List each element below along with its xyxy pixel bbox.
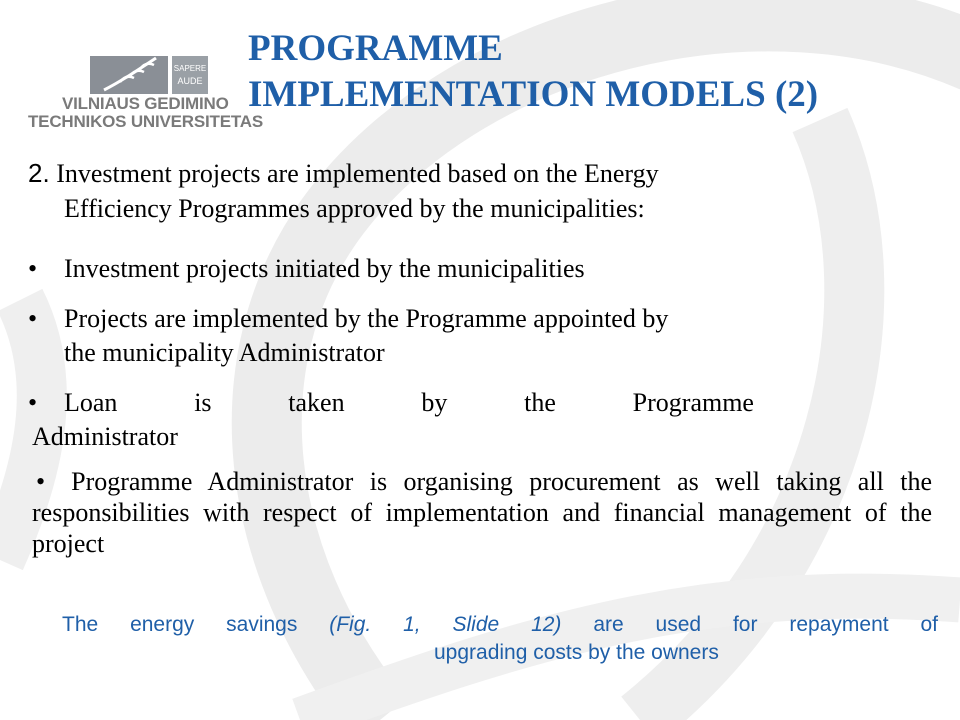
footnote-word: for xyxy=(732,613,758,636)
footnote-word: used xyxy=(655,613,702,636)
logo-motto-line2: AUDE xyxy=(177,76,203,86)
intro-line1: Investment projects are implemented based on the Energy xyxy=(56,159,659,188)
intro-line2: Efficiency Programmes approved by the municipalities: xyxy=(64,194,645,223)
footnote-word: repayment xyxy=(789,613,889,636)
footnote-word: of xyxy=(920,613,938,636)
footnote-line1 xyxy=(62,611,938,639)
bullet-item xyxy=(28,386,928,454)
bullet-text-line1 xyxy=(28,386,754,420)
footnote xyxy=(62,611,938,667)
bullet-text-line2: the municipality Administrator xyxy=(64,338,385,367)
bullet-text-line1: Projects are implemented by the Programme appointed by xyxy=(64,304,669,333)
logo-university-line2: TECHNIKOS UNIVERSITETAS xyxy=(28,112,263,131)
bullet-dot: • xyxy=(36,467,46,496)
bullet-word: by xyxy=(421,388,448,417)
slide-title-line2: IMPLEMENTATION MODELS (2) xyxy=(248,74,819,115)
bullet-word: taken xyxy=(288,388,345,417)
footnote-word: energy xyxy=(130,613,195,636)
bullet-word: is xyxy=(194,388,212,417)
bullet-dot: • xyxy=(28,388,38,417)
bullet-text-line2: Administrator xyxy=(32,422,178,451)
footnote-word: Slide xyxy=(452,613,500,636)
bullet-item xyxy=(28,252,908,286)
footnote-word: savings xyxy=(226,613,298,636)
bullet-text: Programme Administrator is organising procurement as well taking all the responsibilities with respect of implementation and financial management of the project xyxy=(32,467,932,558)
footnote-word: The xyxy=(62,613,99,636)
university-logo xyxy=(28,52,273,137)
intro-number: 2. xyxy=(28,158,50,188)
bullet-dot: • xyxy=(28,304,38,333)
footnote-line2: upgrading costs by the owners xyxy=(434,641,719,664)
logo-motto-line1: SAPERE xyxy=(173,64,207,73)
footnote-word: 1, xyxy=(403,613,421,636)
bullet-item xyxy=(32,466,932,559)
slide-title-line1: PROGRAMME xyxy=(248,28,503,69)
bullet-word: Programme xyxy=(632,388,754,417)
bullet-word: the xyxy=(524,388,556,417)
intro-paragraph xyxy=(28,156,888,226)
footnote-word: 12) xyxy=(531,613,562,636)
logo-university-line1: VILNIAUS GEDIMINO xyxy=(62,94,229,113)
slide-title xyxy=(248,26,818,118)
logo-emblem-icon xyxy=(90,52,210,96)
footnote-word: (Fig. xyxy=(329,613,372,636)
bullet-dot: • xyxy=(28,254,38,283)
bullet-word: Loan xyxy=(64,388,118,417)
footnote-word: are xyxy=(593,613,624,636)
bullet-text: Investment projects initiated by the municipalities xyxy=(64,254,585,283)
bullet-item xyxy=(28,302,908,370)
